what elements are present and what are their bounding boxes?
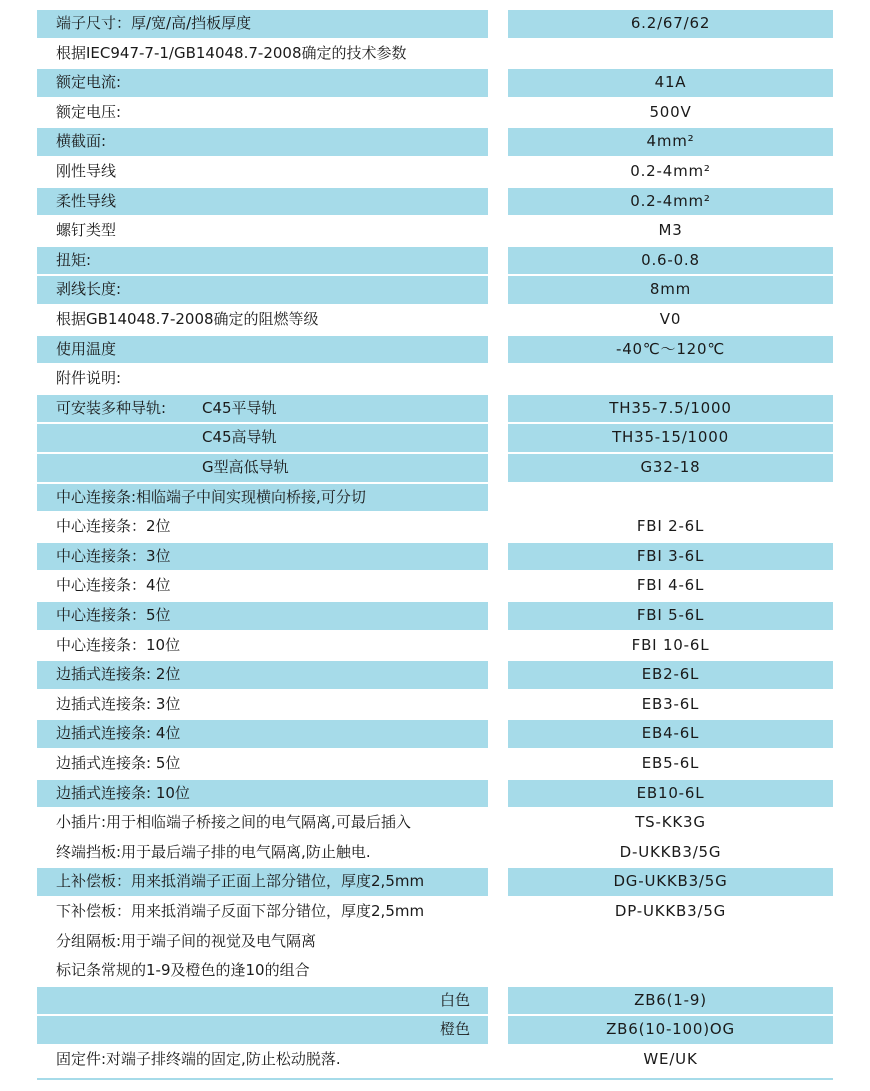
spec-label: 额定电压:	[56, 102, 122, 121]
spec-value: DP-UKKB3/5G	[614, 902, 727, 920]
spec-value: 0.2-4mm²	[630, 191, 711, 210]
spec-label: 下补偿板：用来抵消端子反面下部分错位，厚度2,5mm	[56, 902, 425, 920]
spec-value: M3	[658, 221, 683, 240]
spec-value: 500V	[649, 102, 692, 121]
spec-sublabel: C45高导轨	[202, 428, 277, 447]
spec-label: 中心连接条：5位	[56, 606, 171, 624]
spec-row	[0, 364, 870, 394]
spec-value: 41A	[654, 73, 687, 92]
spec-label: 上补偿板：用来抵消端子正面上部分错位，厚度2,5mm	[56, 872, 425, 891]
spec-label: 边插式连接条: 2位	[56, 665, 181, 684]
spec-row	[0, 571, 870, 601]
spec-value: EB10-6L	[636, 783, 705, 802]
spec-label: 刚性导线	[56, 162, 117, 180]
spec-row	[0, 512, 870, 542]
spec-row	[0, 927, 870, 957]
spec-label: 边插式连接条: 3位	[56, 694, 181, 713]
spec-value: TS-KK3G	[635, 813, 706, 832]
spec-row	[0, 98, 870, 128]
spec-value: EB4-6L	[641, 724, 700, 743]
spec-label: 使用温度	[56, 339, 117, 358]
spec-label: 中心连接条：10位	[56, 635, 181, 654]
spec-label: 额定电流:	[56, 73, 122, 92]
spec-label: 终端挡板:用于最后端子排的电气隔离,防止触电.	[56, 842, 371, 861]
spec-value: FBI 4-6L	[636, 576, 705, 595]
spec-value: WE/UK	[643, 1050, 698, 1068]
spec-row	[0, 453, 870, 483]
spec-sublabel: G型高低导轨	[202, 458, 289, 476]
spec-label: 中心连接条:相临端子中间实现横向桥接,可分切	[56, 487, 366, 506]
spec-color-label: 橙色	[439, 1020, 470, 1039]
bottom-rule	[37, 1078, 833, 1080]
spec-label: 扭矩:	[56, 250, 92, 269]
spec-label: 分组隔板:用于端子间的视觉及电气隔离	[56, 931, 317, 950]
spec-label: 中心连接条：3位	[56, 546, 171, 565]
spec-label: 固定件:对端子排终端的固定,防止松动脱落.	[56, 1050, 341, 1068]
spec-row	[0, 808, 870, 838]
spec-row	[0, 867, 870, 897]
spec-label: 边插式连接条: 10位	[56, 783, 190, 802]
spec-value: ZB6(1-9)	[634, 990, 707, 1009]
spec-value: 0.6-0.8	[641, 250, 700, 269]
spec-label: 横截面:	[56, 132, 107, 151]
spec-label: 螺钉类型	[56, 221, 117, 240]
spec-label: 剥线长度:	[56, 280, 122, 299]
spec-row	[0, 423, 870, 453]
spec-row	[0, 483, 870, 513]
spec-row	[0, 986, 870, 1016]
spec-value: 6.2/67/62	[630, 14, 711, 32]
spec-value: G32-18	[640, 458, 701, 476]
spec-row	[0, 39, 870, 69]
spec-row	[0, 216, 870, 246]
spec-value: EB5-6L	[641, 754, 700, 772]
spec-row	[0, 335, 870, 365]
spec-row	[0, 157, 870, 187]
spec-label: 标记条常规的1-9及橙色的逢10的组合	[56, 961, 310, 980]
spec-color-label: 白色	[439, 990, 470, 1009]
spec-row	[0, 897, 870, 927]
spec-label: 中心连接条：4位	[56, 576, 171, 595]
spec-row	[0, 187, 870, 217]
spec-value: FBI 5-6L	[636, 606, 705, 624]
spec-value: D-UKKB3/5G	[619, 842, 722, 861]
spec-label: 根据GB14048.7-2008确定的阻燃等级	[56, 310, 319, 328]
spec-row	[0, 246, 870, 276]
spec-value: -40℃～120℃	[615, 339, 726, 358]
spec-row	[0, 838, 870, 868]
label-cell-shade	[37, 247, 488, 275]
spec-row	[0, 305, 870, 335]
spec-value: FBI 2-6L	[636, 517, 705, 536]
spec-row	[0, 779, 870, 809]
spec-value: TH35-7.5/1000	[609, 398, 732, 417]
spec-label: 端子尺寸：厚/宽/高/挡板厚度	[56, 14, 252, 32]
spec-row	[0, 1045, 870, 1075]
spec-value: V0	[659, 310, 682, 328]
spec-row	[0, 660, 870, 690]
spec-row	[0, 719, 870, 749]
spec-value: DG-UKKB3/5G	[613, 872, 728, 891]
spec-row	[0, 601, 870, 631]
label-cell-shade	[37, 1016, 488, 1044]
spec-label: 柔性导线	[56, 191, 117, 210]
spec-label: 附件说明:	[56, 369, 122, 388]
spec-row	[0, 542, 870, 572]
spec-row	[0, 275, 870, 305]
spec-label: 可安装多种导轨:	[56, 398, 167, 417]
spec-value: FBI 10-6L	[631, 635, 710, 654]
spec-value: FBI 3-6L	[636, 546, 705, 565]
spec-row	[0, 631, 870, 661]
spec-label: 中心连接条：2位	[56, 517, 171, 536]
spec-row	[0, 749, 870, 779]
spec-label: 小插片:用于相临端子桥接之间的电气隔离,可最后插入	[56, 813, 411, 832]
spec-label: 边插式连接条: 5位	[56, 754, 181, 772]
spec-value: 0.2-4mm²	[630, 162, 711, 180]
label-cell-shade	[37, 987, 488, 1015]
spec-value: 8mm	[649, 280, 692, 299]
spec-value: 4mm²	[646, 132, 695, 151]
spec-label: 边插式连接条: 4位	[56, 724, 181, 743]
spec-row	[0, 956, 870, 986]
spec-row	[0, 690, 870, 720]
spec-label: 根据IEC947-7-1/GB14048.7-2008确定的技术参数	[56, 43, 407, 62]
spec-row	[0, 127, 870, 157]
spec-sublabel: C45平导轨	[202, 398, 277, 417]
spec-row	[0, 68, 870, 98]
spec-value: EB2-6L	[641, 665, 700, 684]
spec-value: EB3-6L	[641, 694, 700, 713]
spec-row	[0, 1015, 870, 1045]
spec-value: TH35-15/1000	[612, 428, 729, 447]
spec-row	[0, 394, 870, 424]
spec-value: ZB6(10-100)OG	[606, 1020, 735, 1039]
spec-row	[0, 9, 870, 39]
